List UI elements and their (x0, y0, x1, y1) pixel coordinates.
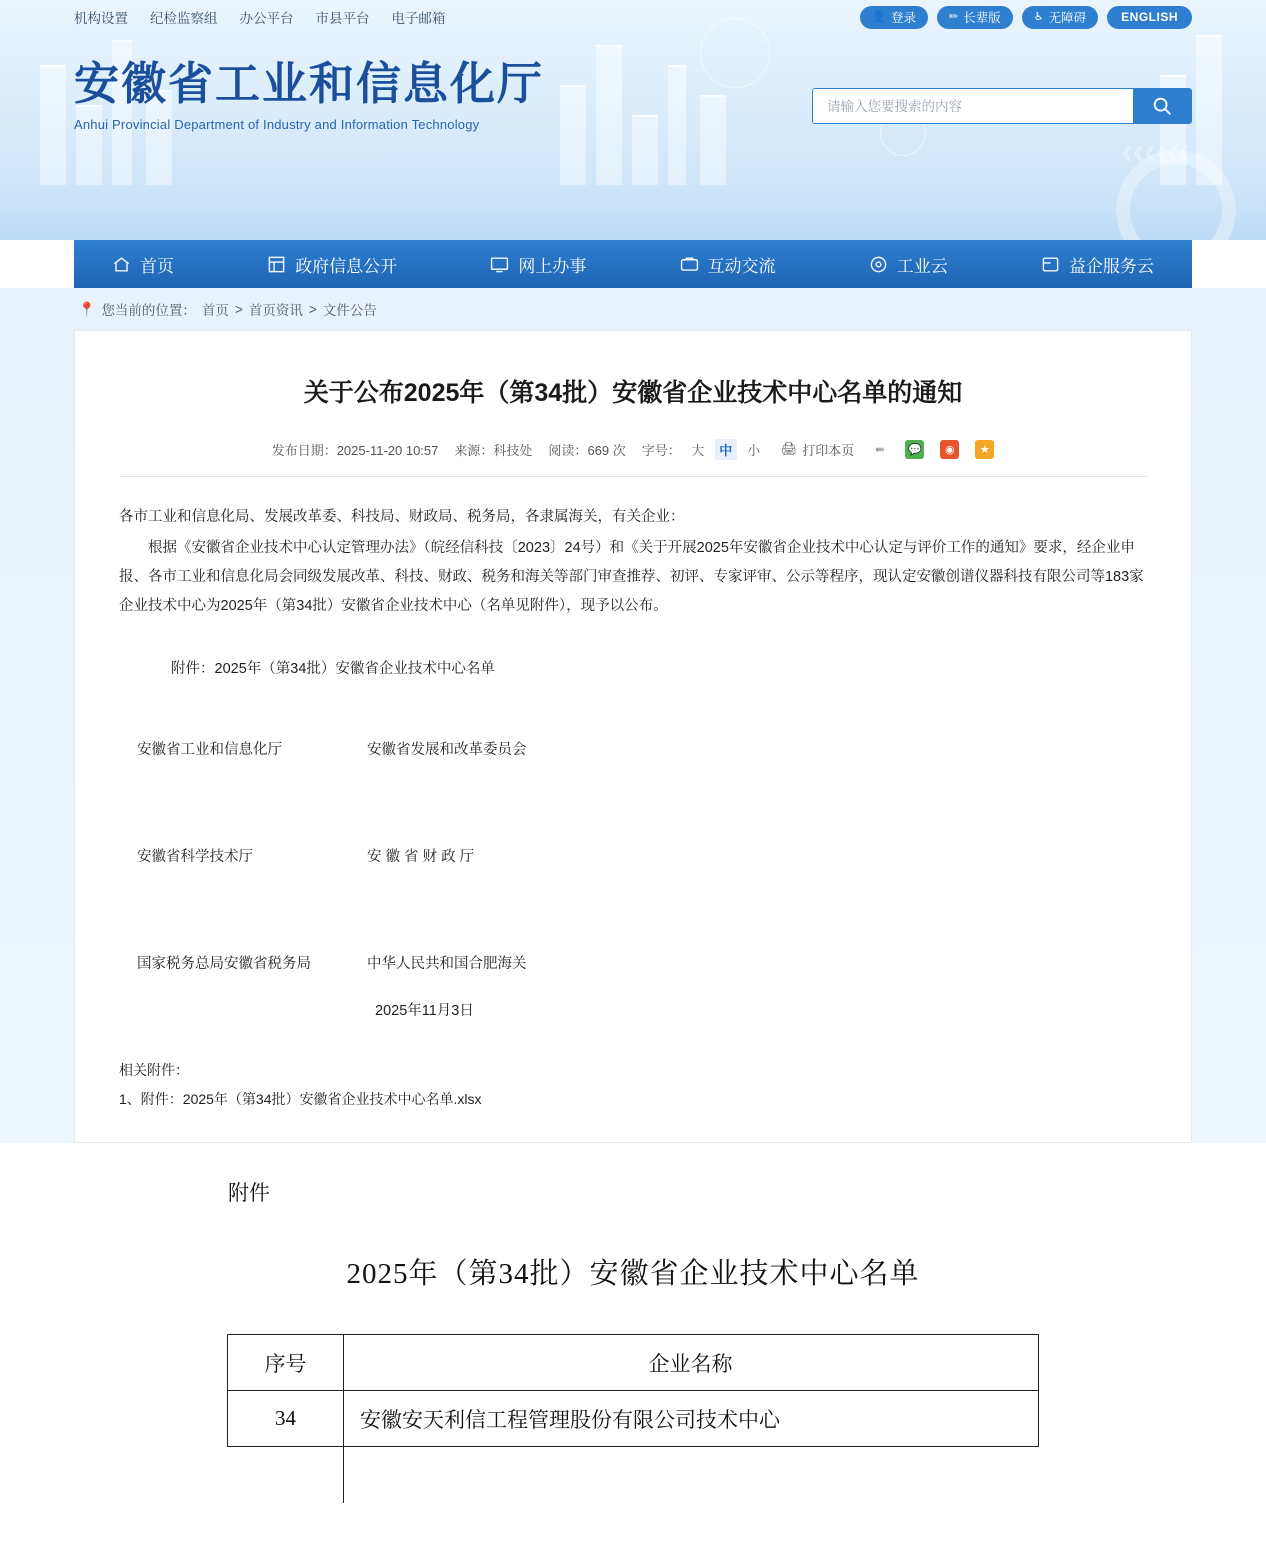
nav-item-interaction[interactable] (668, 252, 788, 277)
nav-item-online-service[interactable] (478, 252, 598, 277)
nav-item-gov-info[interactable] (255, 252, 409, 277)
elder-mode-label: 长辈版 (963, 11, 1001, 25)
font-size-large[interactable]: 大 (691, 442, 705, 458)
source (454, 440, 532, 459)
location-pin-icon: 📍 (78, 300, 96, 317)
breadcrumb-item-1[interactable]: 首页资讯 (248, 303, 303, 318)
article-paragraph-0: 各市工业和信息化局、发展改革委、科技局、财政局、税务局，各隶属海关，有关企业： (119, 508, 685, 525)
font-size-medium[interactable]: 中 (715, 439, 737, 460)
print-button[interactable] (781, 440, 855, 459)
nav-item-interaction-label: 互动交流 (707, 256, 776, 276)
accessibility-icon: ♿ (1033, 10, 1044, 23)
nav-item-online-service-label: 网上办事 (518, 256, 587, 276)
table-row (228, 1391, 1039, 1447)
top-bar (0, 0, 1266, 34)
top-nav-item-3[interactable]: 市县平台 (315, 11, 370, 26)
nav-item-enterprise-service[interactable] (1029, 252, 1166, 277)
nav-item-home-label: 首页 (140, 256, 174, 276)
nav-item-industry-cloud-label: 工业云 (896, 256, 948, 276)
spacer-cell-right (344, 1447, 1039, 1503)
logo-title-cn: 安徽省工业和信息化厅 (74, 59, 545, 109)
table-header-row (228, 1335, 1039, 1391)
signature-2-right: 中华人民共和国合肥海关 (367, 955, 527, 972)
share-icon[interactable]: ⇚ (875, 443, 885, 456)
publish-date-label: 发布日期： (271, 442, 337, 458)
accessibility-button[interactable] (1022, 6, 1098, 29)
breadcrumb-item-0[interactable]: 首页 (201, 303, 229, 318)
user-icon: 👤 (872, 10, 887, 23)
attachment-document (0, 1143, 1266, 1563)
breadcrumb-sep-1: > (308, 301, 317, 317)
search-input[interactable] (813, 89, 1133, 123)
article-meta (119, 439, 1147, 477)
enterprise-list-table (227, 1334, 1039, 1503)
related-attachment-file-0[interactable]: 1、附件：2025年（第34批）安徽省企业技术中心名单.xlsx (119, 1090, 482, 1107)
login-button[interactable] (860, 6, 928, 29)
views-value: 669 次 (587, 442, 626, 458)
font-size-small[interactable]: 小 (747, 442, 761, 458)
english-button[interactable]: ENGLISH (1107, 6, 1192, 29)
signature-1-left: 安徽省科学技术厅 (137, 848, 253, 865)
attachment-title: 2025年（第34批）安徽省企业技术中心名单 (346, 1258, 920, 1291)
favorite-icon[interactable]: ★ (975, 440, 994, 459)
top-nav-item-1[interactable]: 纪检监察组 (150, 11, 218, 26)
header-main (0, 34, 1266, 132)
font-size-control (642, 439, 765, 460)
accessibility-label: 无障碍 (1048, 11, 1087, 25)
page-title: 关于公布2025年（第34批）安徽省企业技术中心名单的通知 (303, 379, 963, 407)
top-nav-item-4[interactable]: 电子邮箱 (391, 11, 446, 26)
top-bar-actions (860, 6, 1192, 29)
site-search (812, 88, 1192, 124)
article-body (119, 503, 1147, 1026)
source-value: 科技处 (493, 442, 533, 458)
row-0-name: 安徽安天利信工程管理股份有限公司技术中心 (344, 1391, 1039, 1447)
site-header (0, 0, 1266, 240)
breadcrumb-sep-0: > (234, 301, 243, 317)
signature-block (119, 736, 1147, 979)
elder-mode-button[interactable] (937, 6, 1013, 29)
top-nav-item-2[interactable]: 办公平台 (239, 11, 294, 26)
search-icon (1151, 95, 1173, 117)
print-button-label: 打印本页 (802, 442, 855, 458)
font-size-label: 字号： (641, 442, 681, 458)
related-attachments (119, 1056, 1147, 1115)
column-header-name: 企业名称 (344, 1335, 1039, 1391)
table-row-spacer (228, 1447, 1039, 1503)
site-logo[interactable] (74, 52, 544, 132)
signature-1-right: 安 徽 省 财 政 厅 (367, 848, 475, 865)
page-body (0, 288, 1266, 1143)
article-paragraph-1: 根据《安徽省企业技术中心认定管理办法》（皖经信科技〔2023〕24号）和《关于开展2025年安徽省企业技术中心认定与评价工作的通知》要求，经企业申报、各市工业和信息化局会同级发展改革、科技、财政、税务和海关等部门审查推荐、初评、专家评审、公示等程序，现认定安徽创谱仪器科技有限公司等183家企业技术中心为2025年（第34批）安徽省企业技术中心（名单见附件），现予以公布。 (119, 539, 1144, 614)
wechat-icon[interactable]: 💬 (905, 440, 924, 459)
chevron-decoration: 《《《《《《 (1114, 145, 1192, 164)
service-icon (1041, 255, 1060, 274)
chat-icon (680, 255, 699, 274)
breadcrumb-prefix: 您当前的位置： (101, 303, 196, 318)
source-label: 来源： (454, 442, 494, 458)
spacer-cell-left (228, 1447, 344, 1503)
signature-date: 2025年11月3日 (375, 1002, 474, 1019)
main-nav (74, 240, 1192, 288)
column-header-no: 序号 (228, 1335, 344, 1391)
publish-date-value: 2025-11-20 10:57 (336, 442, 439, 458)
search-button[interactable] (1133, 89, 1191, 123)
top-nav-item-0[interactable]: 机构设置 (74, 11, 128, 26)
signature-2-left: 国家税务总局安徽省税务局 (137, 955, 311, 972)
cloud-icon (869, 255, 888, 274)
monitor-icon (490, 255, 509, 274)
views-label: 阅读： (548, 442, 588, 458)
article-card (74, 330, 1192, 1143)
printer-icon: 🖨 (780, 441, 798, 456)
row-0-no: 34 (228, 1391, 344, 1447)
nav-item-industry-cloud[interactable] (857, 252, 960, 277)
breadcrumb (74, 288, 1192, 330)
login-button-label: 登录 (891, 11, 917, 25)
publish-date (272, 440, 439, 459)
article-attachment-line: 附件：2025年（第34批）安徽省企业技术中心名单 (171, 660, 495, 677)
nav-item-gov-info-label: 政府信息公开 (295, 256, 398, 276)
attachment-label: 附件 (228, 1181, 270, 1206)
related-attachments-label: 相关附件： (119, 1061, 189, 1078)
top-nav (74, 7, 446, 27)
breadcrumb-item-2[interactable]: 文件公告 (322, 303, 377, 318)
nav-item-enterprise-service-label: 益企服务云 (1068, 256, 1154, 276)
signature-0-left: 安徽省工业和信息化厅 (137, 741, 282, 758)
nav-item-home[interactable] (100, 252, 186, 277)
logo-title-en: Anhui Provincial Department of Industry and Information Technology (74, 116, 480, 132)
grid-icon (267, 255, 286, 274)
home-icon (112, 255, 131, 274)
weibo-icon[interactable]: ◉ (940, 440, 959, 459)
elder-icon: ✏ (949, 10, 959, 23)
signature-0-right: 安徽省发展和改革委员会 (367, 741, 527, 758)
views (548, 440, 625, 459)
